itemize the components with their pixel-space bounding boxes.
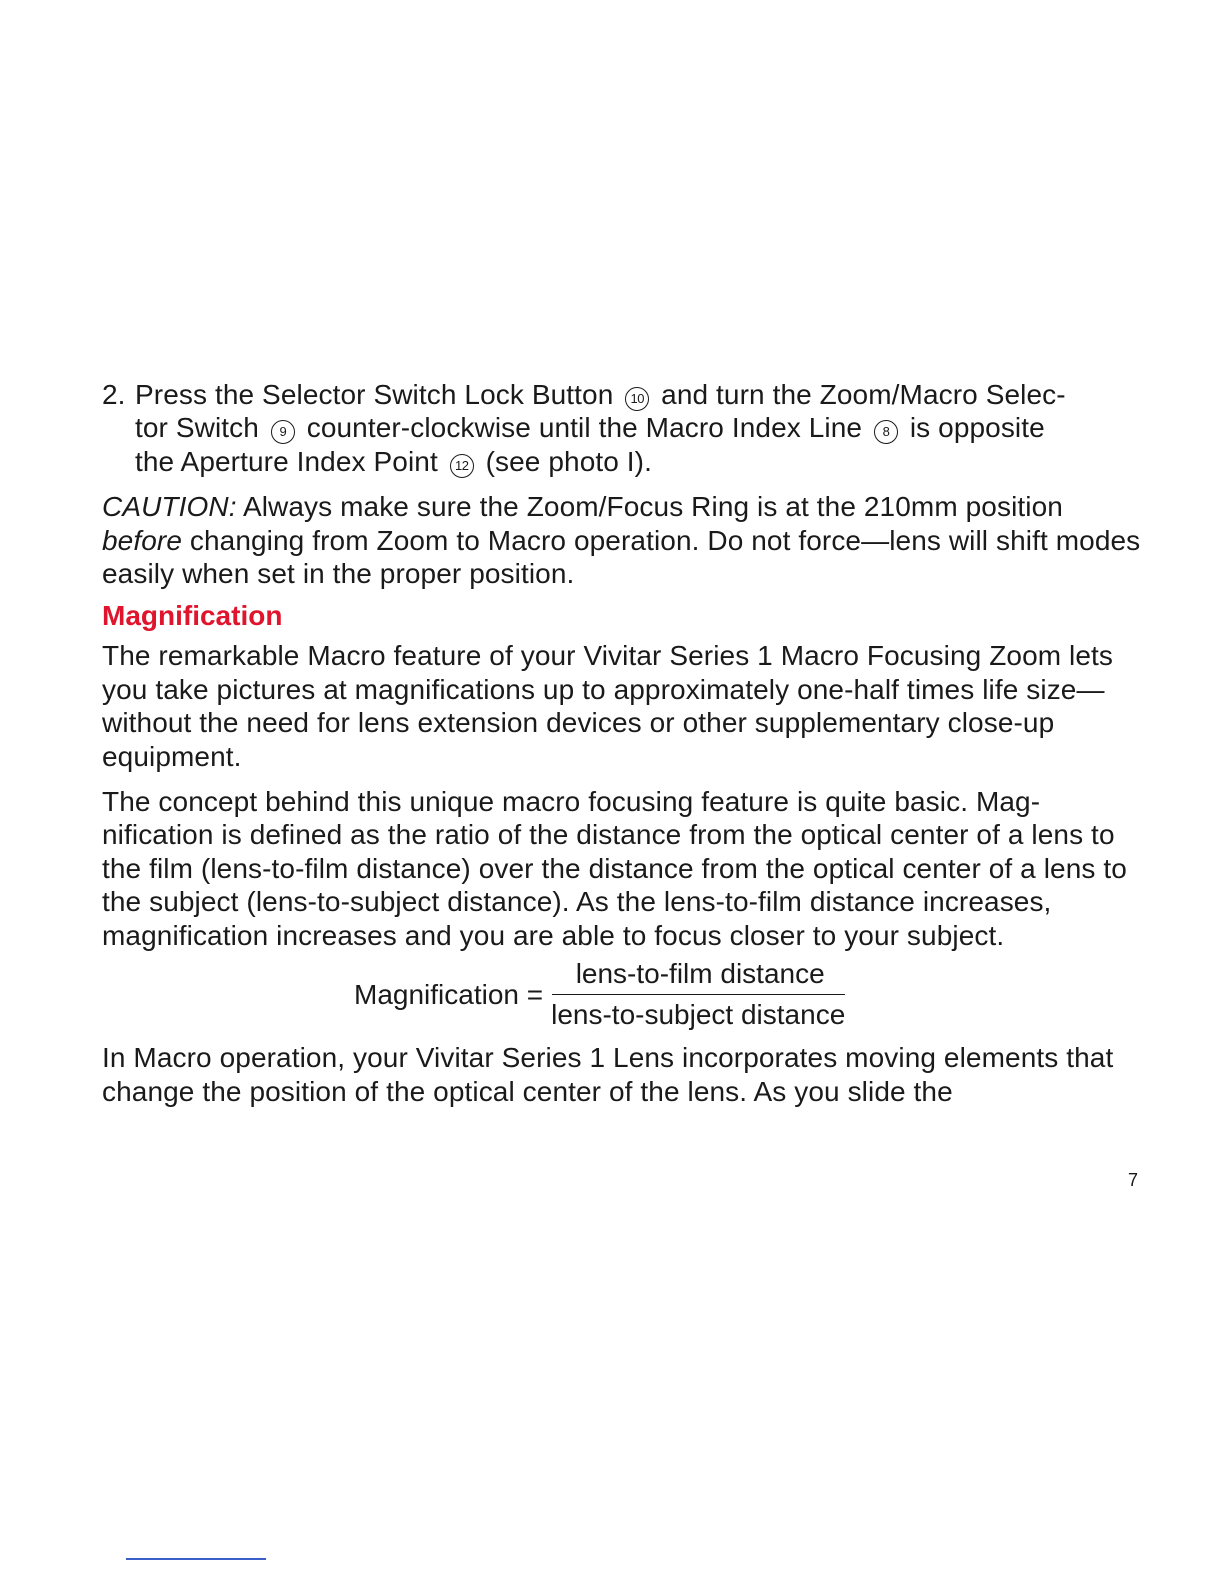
step-text-part: (see photo I).	[485, 445, 652, 477]
section-heading: Magnification	[102, 600, 283, 632]
ref-aperture-index-point-marker: 12	[450, 454, 474, 478]
formula-fraction	[551, 956, 845, 1033]
paragraph-macro-operation: In Macro operation, your Vivitar Series 1 Lens incorporates moving elements that change the position of the optical center of the lens. As you slide the	[102, 1042, 1114, 1107]
step-text-part: the Aperture Index Point	[135, 445, 438, 477]
magnification-formula	[354, 956, 1148, 1033]
formula-numerator: lens-to-film distance	[552, 956, 845, 995]
step-text	[135, 378, 1148, 478]
step-2	[102, 378, 1148, 478]
formula-denominator: lens-to-subject distance	[551, 999, 846, 1031]
paragraph-line: nification is defined as the ratio of the distance from the optical center of a lens to the film (lens-to-film distance) over the distance from the optical center of a lens to the subject (lens-to-subject distance). As the lens-to-film distance increases, magnification increases and you are able to focus closer to your subject.	[102, 819, 1127, 951]
caution-text: changing from Zoom to Macro operation. Do not force—lens will shift modes easily when set in the proper position.	[102, 524, 1141, 590]
page-number: 7	[1128, 1170, 1139, 1190]
ref-selector-switch-marker: 9	[271, 420, 295, 444]
paragraph-intro: The remarkable Macro feature of your Vivitar Series 1 Macro Focusing Zoom lets you take pictures at magnifications up to approximately one-half times life size—without the need for lens extension devices or other supplementary close-up equipment.	[102, 640, 1114, 772]
caution-emphasis: before	[102, 524, 182, 556]
step-text-part: Press the Selector Switch Lock Button	[135, 379, 614, 410]
caution-note	[102, 490, 1148, 590]
paragraph-line: The concept behind this unique macro focusing feature is quite basic. Mag-	[102, 786, 1041, 818]
step-text-part: tor Switch	[135, 412, 259, 444]
caution-text: Always make sure the Zoom/Focus Ring is at the 210mm position	[242, 491, 1063, 523]
step-text-part: is opposite	[909, 412, 1045, 444]
step-text-part: counter-clockwise until the Macro Index Line	[306, 412, 863, 444]
caution-label: CAUTION:	[102, 491, 237, 523]
ref-macro-index-line-marker: 8	[874, 420, 898, 444]
formula-label: Magnification =	[354, 978, 544, 1010]
footer-divider	[126, 1558, 266, 1560]
paragraph-concept	[102, 785, 1148, 952]
step-text-part: and turn the Zoom/Macro Selec-	[661, 379, 1066, 410]
page-content	[102, 378, 1148, 1108]
ref-lock-button-marker: 10	[625, 387, 649, 411]
step-number: 2.	[102, 379, 126, 410]
